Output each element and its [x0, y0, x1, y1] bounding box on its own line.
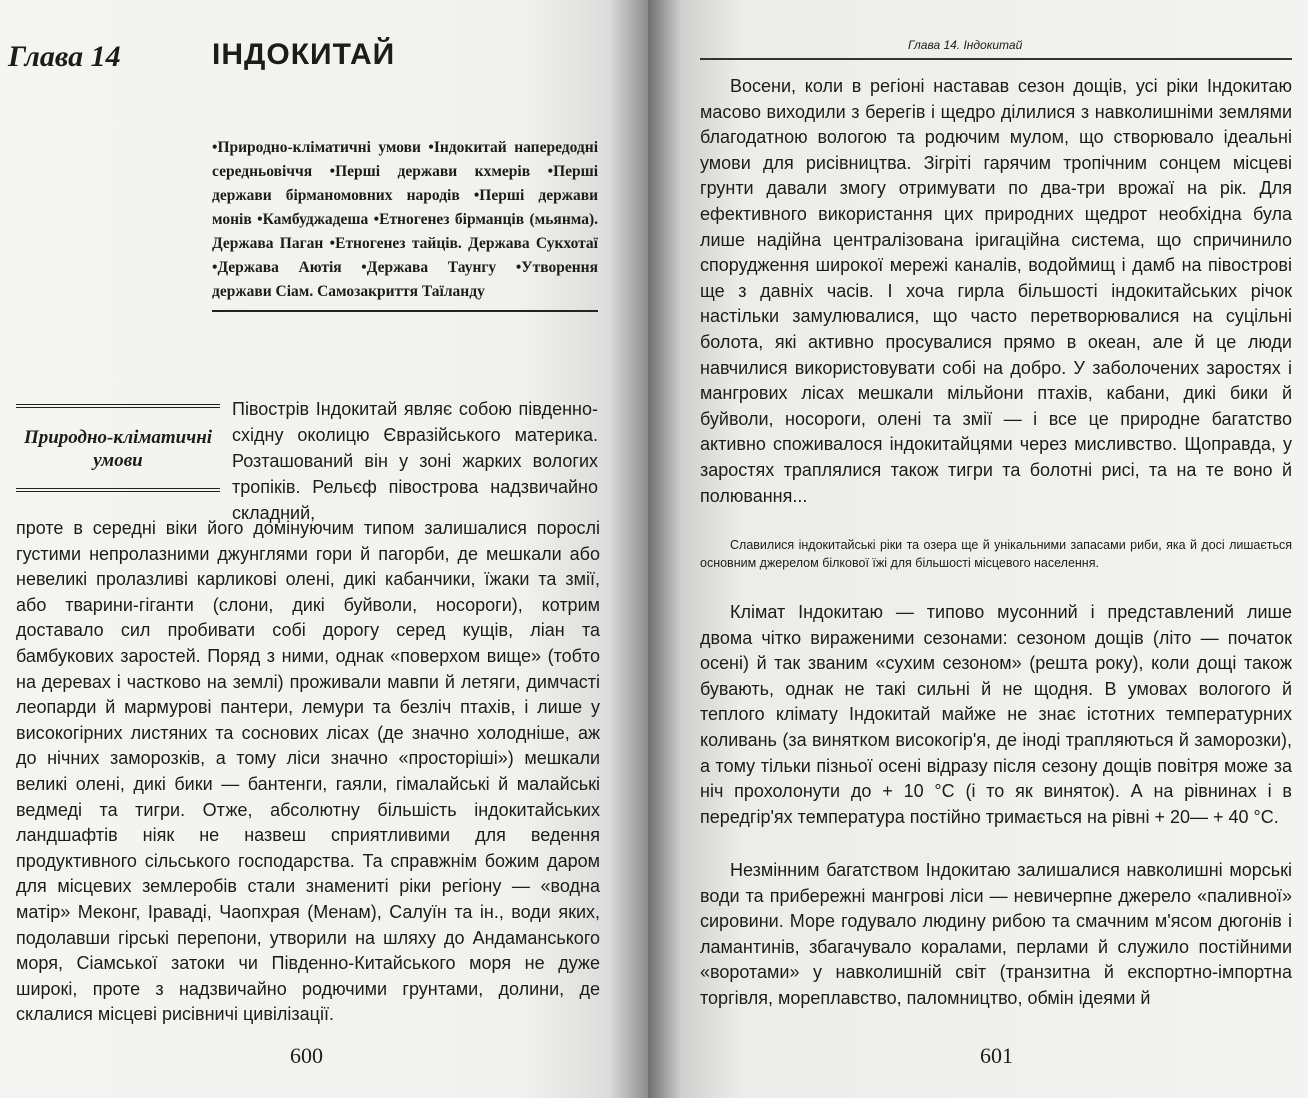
section-heading: Природно-кліматичні умови: [23, 427, 213, 471]
running-head: Глава 14. Індокитай: [908, 38, 1023, 52]
contents-item: • Утворення держави Сіам. Самозакриття Таїланду: [212, 259, 598, 300]
left-page: [0, 0, 648, 1098]
footnote-paragraph: Славилися індокитайські ріки та озера ще й унікальними запасами риби, яка й досі лишається основним джерелом білкової їжі для більшості місцевого населення.: [700, 538, 1292, 570]
page-number-left: 600: [290, 1043, 323, 1068]
section-heading-box: [16, 404, 220, 492]
right-page: [648, 0, 1308, 1098]
contents-item: • Держава Таунгу: [361, 259, 496, 276]
contents-item: • Перші держави бірманомовних народів: [212, 163, 598, 204]
chapter-label: Глава 14: [8, 40, 121, 73]
chapter-contents: [212, 136, 598, 312]
contents-item: • Етногенез тайців. Держава Сукхотаї: [330, 235, 598, 252]
contents-item: • Індокитай напередодні середньовіччя: [212, 139, 598, 180]
contents-item: • Природно-кліматичні умови: [212, 139, 421, 156]
paragraph-1: Восени, коли в регіоні наставав сезон дощів, усі ріки Індокитаю масово виходили з берегів і щедро ділилися з навколишніми землями благодатною вологою та родючим мулом, що створювало ідеальні умови для рисівництва. Зігріті гарячим тропічним сонцем місцеві грунти давали змогу отримувати по два-три врожаї на рік. Для ефективного використання цих природних щедрот необхідна була лише надійна централізована іригаційна система, що спричинило спорудження широкої мережі каналів, водоймищ і дамб на півострові ще з давніх часів. І хоча гирла більшості індокитайських річок настільки замулювалися, що часто перетворювалися на суцільні болота, які активно просувалися прямо в океан, але й це люди навчилися використовувати собі на добро. У заболочених заростях і мангрових лісах мешкали мільйони птахів, кабани, дикі бики й буйволи, носороги, олені та змії — і все це природне багатство активно споживалося індокитайцями через мисливство. Щоправда, у заростях траплялися також тигри та болотні рисі, та на те воно й полювання...: [700, 76, 1292, 506]
contents-item: • Перші держави кхмерів: [330, 163, 530, 180]
running-head-rule: [700, 58, 1292, 60]
section-body-paragraph: проте в середні віки його домінуючим типом залишалися порослі густими непролазними джунглями гори й пагорби, де мешкали або невеликі пролазливі карликові олені, дикі кабанчики, їжаки та змії, або тварини-гіганти (слони, дикі буйволи, носороги), котрим доставало сил пробивати собі дорогу серед кущів, ліан та бамбукових заростей. Поряд з ними, однак «поверхом вище» (тобто на деревах і частково на землі) проживали мавпи й летяги, димчасті леопарди й мармурові пантери, лемури та безліч птахів, і лише у високогірних листяних та соснових лісах (де значно холодніше, аж до нічних заморозків, а тому ліси значно «просторіші») мешкали великі олені, дикі бики — бантенги, гаяли, гімалайські й малайські ведмеді та тигри. Отже, абсолютну більшість індокитайських ландшафтів ніяк не назвеш сприятливими для ведення продуктивного сільського господарства. Та справжнім божим даром для місцевих землеробів стали знамениті ріки регіону — «водна матір» Меконг, Іраваді, Чаопхрая (Менам), Салуїн та ін., води яких, подолавши гірські перепони, утворили на шляху до Андаманського моря, Сіамської затоки чи Південно-Китайського моря не дуже широкі, проте з надзвичайно родючими грунтами, долини, де склалися місцеві рисівничі цивілізації.: [16, 518, 600, 1025]
chapter-title: ІНДОКИТАЙ: [212, 38, 396, 71]
contents-item: • Камбуджадеша: [257, 211, 368, 228]
page-number-right: 601: [980, 1043, 1013, 1068]
paragraph-2: Клімат Індокитаю — типово мусонний і представлений лише двома чітко вираженими сезонами: сезоном дощів (літо — початок осені) й так званим «сухим сезоном» (решта року), коли дощі також бувають, однак не такі сильні й не щодня. В умовах вологого й теплого клімату Індокитай майже не знає істотних температурних коливань (за винятком високогір'я, де іноді трапляються й заморозки), а тому тільки пізньої осені відразу після сезону дощів повітря може за ніч прохолонути до + 10 °С (і то як виняток). А на рівнинах і в передгір'ях температура постійно тримається на рівні + 20— + 40 °С.: [700, 602, 1292, 827]
paragraph-3: Незмінним багатством Індокитаю залишалися навколишні морські води та прибережні мангрові ліси — невичерпне джерело «паливної» сировини. Море годувало людину рибою та смачним м'ясом дюгонів і ламантинів, збагачувало коралами, перлами й служило постійними «воротами» у навколишній світ (транзитна й експортно-імпортна торгівля, мореплавство, паломництво, обмін ідеями й: [700, 860, 1292, 1008]
contents-item: • Перші держави монів: [212, 187, 598, 228]
section-intro-paragraph: Півострів Індокитай являє собою південно-східну околицю Євразійського материка. Розташований він у зоні жарких вологих тропіків. Рельєф півострова надзвичайно складний,: [232, 399, 598, 523]
contents-item: • Етногенез бірманців (мьянма). Держава Паган: [212, 211, 598, 252]
contents-item: • Держава Аютія: [212, 259, 342, 276]
